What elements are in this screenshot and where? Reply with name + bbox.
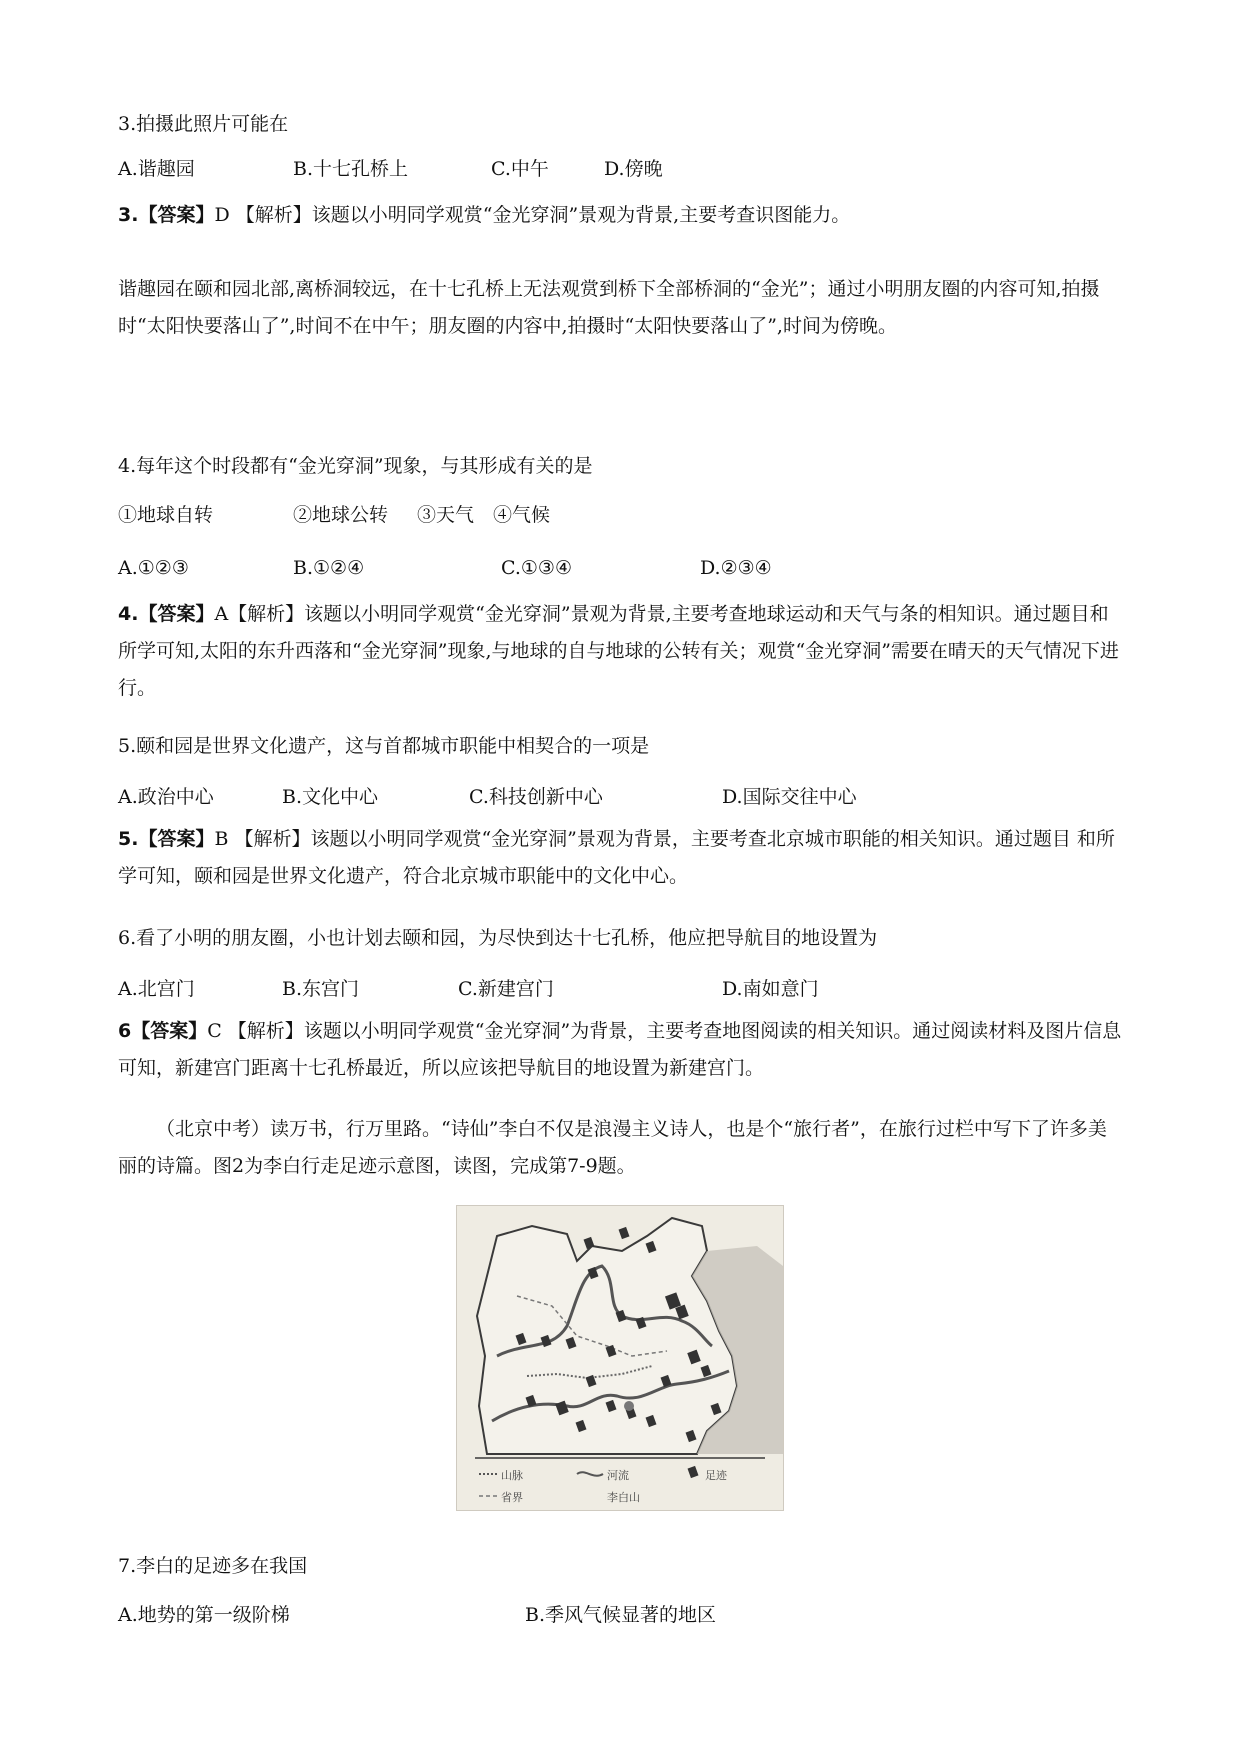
passage-intro: （北京中考）读万书，行万里路。“诗仙”李白不仅是浪漫主义诗人，也是个“旅行者”，在旅行过栏中写下了许多美丽的诗篇。图2为李白行走足迹示意图，读图，完成第7-9题。 [118,1118,1107,1177]
q6-option-b: B.东宫门 [282,978,360,1000]
q5-answer-text: B 【解析】该题以小明同学观赏“金光穿洞”景观为背景，主要考查北京城市职能的相关知识。通过题目 和所学可知，颐和园是世界文化遗产，符合北京城市职能中的文化中心。 [118,828,1115,887]
q3-answer-text: D 【解析】该题以小明同学观赏“金光穿洞”景观为背景,主要考查识图能力。 [214,204,851,226]
q4-answer-label: 4.【答案】 [118,603,215,625]
q4-item-4: ④气候 [493,504,551,526]
q6-option-d: D.南如意门 [722,978,819,1000]
q3-option-a: A.谐趣园 [118,158,195,180]
q5-option-a: A.政治中心 [118,786,214,808]
q4-option-b: B.①②④ [293,557,365,579]
q4-item-2: ②地球公转 [293,504,389,526]
q5-answer-label: 5.【答案】 [118,828,215,850]
q6-option-c: C.新建宫门 [458,978,554,1000]
q3-answer [118,203,850,227]
q3-explanation: 谐趣园在颐和园北部,离桥洞较远，在十七孔桥上无法观赏到桥下全部桥洞的“金光”；通过小明朋友圈的内容可知,拍摄时“太阳快要落山了”,时间不在中午；朋友圈的内容中,拍摄时“太阳快要落山了”,时间为傍晚。 [118,278,1100,337]
map-legend-mountain: 山脉 [501,1469,523,1482]
q3-option-d: D.傍晚 [604,158,663,180]
q4-option-a: A.①②③ [118,557,189,579]
question-7: 7.李白的足迹多在我国 [118,1555,308,1577]
q4-item-1: ①地球自转 [118,504,214,526]
q7-option-a: A.地势的第一级阶梯 [118,1604,290,1626]
question-6: 6.看了小明的朋友圈，小也计划去颐和园，为尽快到达十七孔桥，他应把导航目的地设置为 [118,927,878,949]
q5-option-b: B.文化中心 [282,786,379,808]
q3-answer-label: 3.【答案】 [118,204,215,226]
q6-option-a: A.北宫门 [118,978,195,1000]
q6-answer-label: 6【答案】 [118,1020,208,1042]
li-bai-travel-map [456,1205,784,1511]
q4-answer [118,596,1122,707]
question-5: 5.颐和园是世界文化遗产，这与首都城市职能中相契合的一项是 [118,735,650,757]
map-graphic [457,1206,783,1510]
q5-answer [118,821,1122,895]
q5-option-c: C.科技创新中心 [469,786,603,808]
q4-option-c: C.①③④ [501,557,572,579]
q6-answer-text: C 【解析】该题以小明同学观赏“金光穿洞”为背景，主要考查地图阅读的相关知识。通过阅读材料及图片信息可知，新建宫门距离十七孔桥最近，所以应该把导航目的地设置为新建宫门。 [118,1020,1122,1079]
question-3: 3.拍摄此照片可能在 [118,113,289,135]
map-legend-river: 河流 [607,1469,629,1482]
q4-option-d: D.②③④ [700,557,772,579]
map-city-dot [624,1401,634,1411]
q4-item-3: ③天气 [417,504,475,526]
q5-option-d: D.国际交往中心 [722,786,857,808]
map-legend [475,1458,765,1504]
map-legend-border: 省界 [501,1491,523,1504]
map-legend-footprint: 足迹 [705,1469,727,1482]
q7-option-b: B.季风气候显著的地区 [525,1604,717,1626]
q6-answer [118,1013,1122,1087]
map-legend-mountain-name: 李白山 [607,1491,640,1504]
question-4: 4.每年这个时段都有“金光穿洞”现象，与其形成有关的是 [118,455,593,477]
q3-option-b: B.十七孔桥上 [293,158,409,180]
q3-option-c: C.中午 [491,158,549,180]
q4-answer-text: A【解析】该题以小明同学观赏“金光穿洞”景观为背景,主要考查地球运动和天气与条的相知识。通过题目和所学可知,太阳的东升西落和“金光穿洞”现象,与地球的自与地球的公转有关；观赏“金光穿洞”需要在晴天的天气情况下进行。 [118,603,1119,699]
